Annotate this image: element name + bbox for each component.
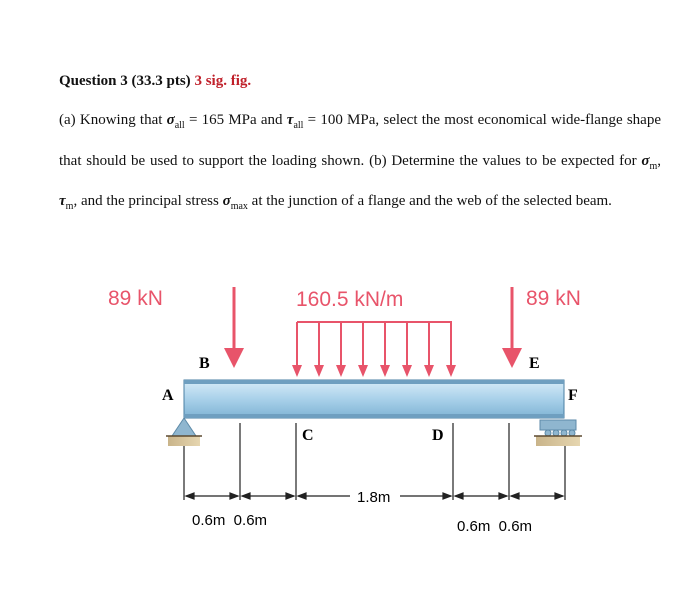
tau-all-symbol: $\tau_{all}$ (286, 112, 304, 131)
dist-load-arrow (424, 322, 434, 377)
dist-load-arrow (446, 322, 456, 377)
distributed-load-label: 160.5 kN/m (296, 288, 404, 311)
point-a-label: A (162, 387, 174, 404)
problem-text-5: , and the principal stress (73, 193, 219, 209)
dist-load-arrows (292, 322, 456, 377)
point-c-label: C (302, 427, 314, 444)
beam-top-flange (184, 380, 564, 384)
point-b-label: B (199, 355, 210, 372)
problem-text-1: (a) Knowing that (59, 112, 163, 128)
problem-text-3: = 100 MPa, select the most economical wide-flange shape that should be used to support the loading shown. (b) Determine the values to be expected for (59, 112, 661, 169)
sigma-m-symbol: $\sigma_m$ (641, 152, 658, 172)
problem-text-4: , (657, 152, 661, 169)
tau-m-symbol: $\tau_m$ (59, 193, 74, 212)
dist-load-arrow (314, 322, 324, 377)
point-f-label: F (568, 387, 578, 404)
dist-load-arrow (336, 322, 346, 377)
center-span-label: 1.8m (357, 489, 391, 506)
dist-load-arrow (292, 322, 302, 377)
sigma-max-symbol: $\sigma_{max}$ (222, 193, 248, 212)
right-dimension-label: 0.6m 0.6m (457, 518, 533, 535)
problem-text-2: = 165 MPa and (188, 112, 283, 128)
problem-text-6: at the junction of a flange and the web of the selected beam. (251, 193, 612, 209)
sigma-all-symbol: $\sigma_{all}$ (166, 112, 185, 131)
right-load-label: 89 kN (526, 287, 581, 310)
sig-fig-note: 3 sig. fig. (194, 73, 252, 89)
pin-support-a (166, 418, 202, 446)
point-d-label: D (432, 427, 444, 444)
right-point-load-arrow (502, 287, 522, 368)
distributed-load (292, 322, 456, 377)
roller-support-f (534, 420, 582, 446)
beam (184, 380, 564, 418)
point-e-label: E (529, 355, 540, 372)
question-title: Question 3 (33.3 pts) (59, 73, 191, 89)
beam-bottom-flange (184, 414, 564, 418)
dist-load-arrow (358, 322, 368, 377)
left-dimension-label: 0.6m 0.6m (192, 512, 268, 529)
left-point-load-arrow (224, 287, 244, 368)
dist-load-arrow (402, 322, 412, 377)
dist-load-arrow (380, 322, 390, 377)
left-load-label: 89 kN (108, 287, 163, 310)
